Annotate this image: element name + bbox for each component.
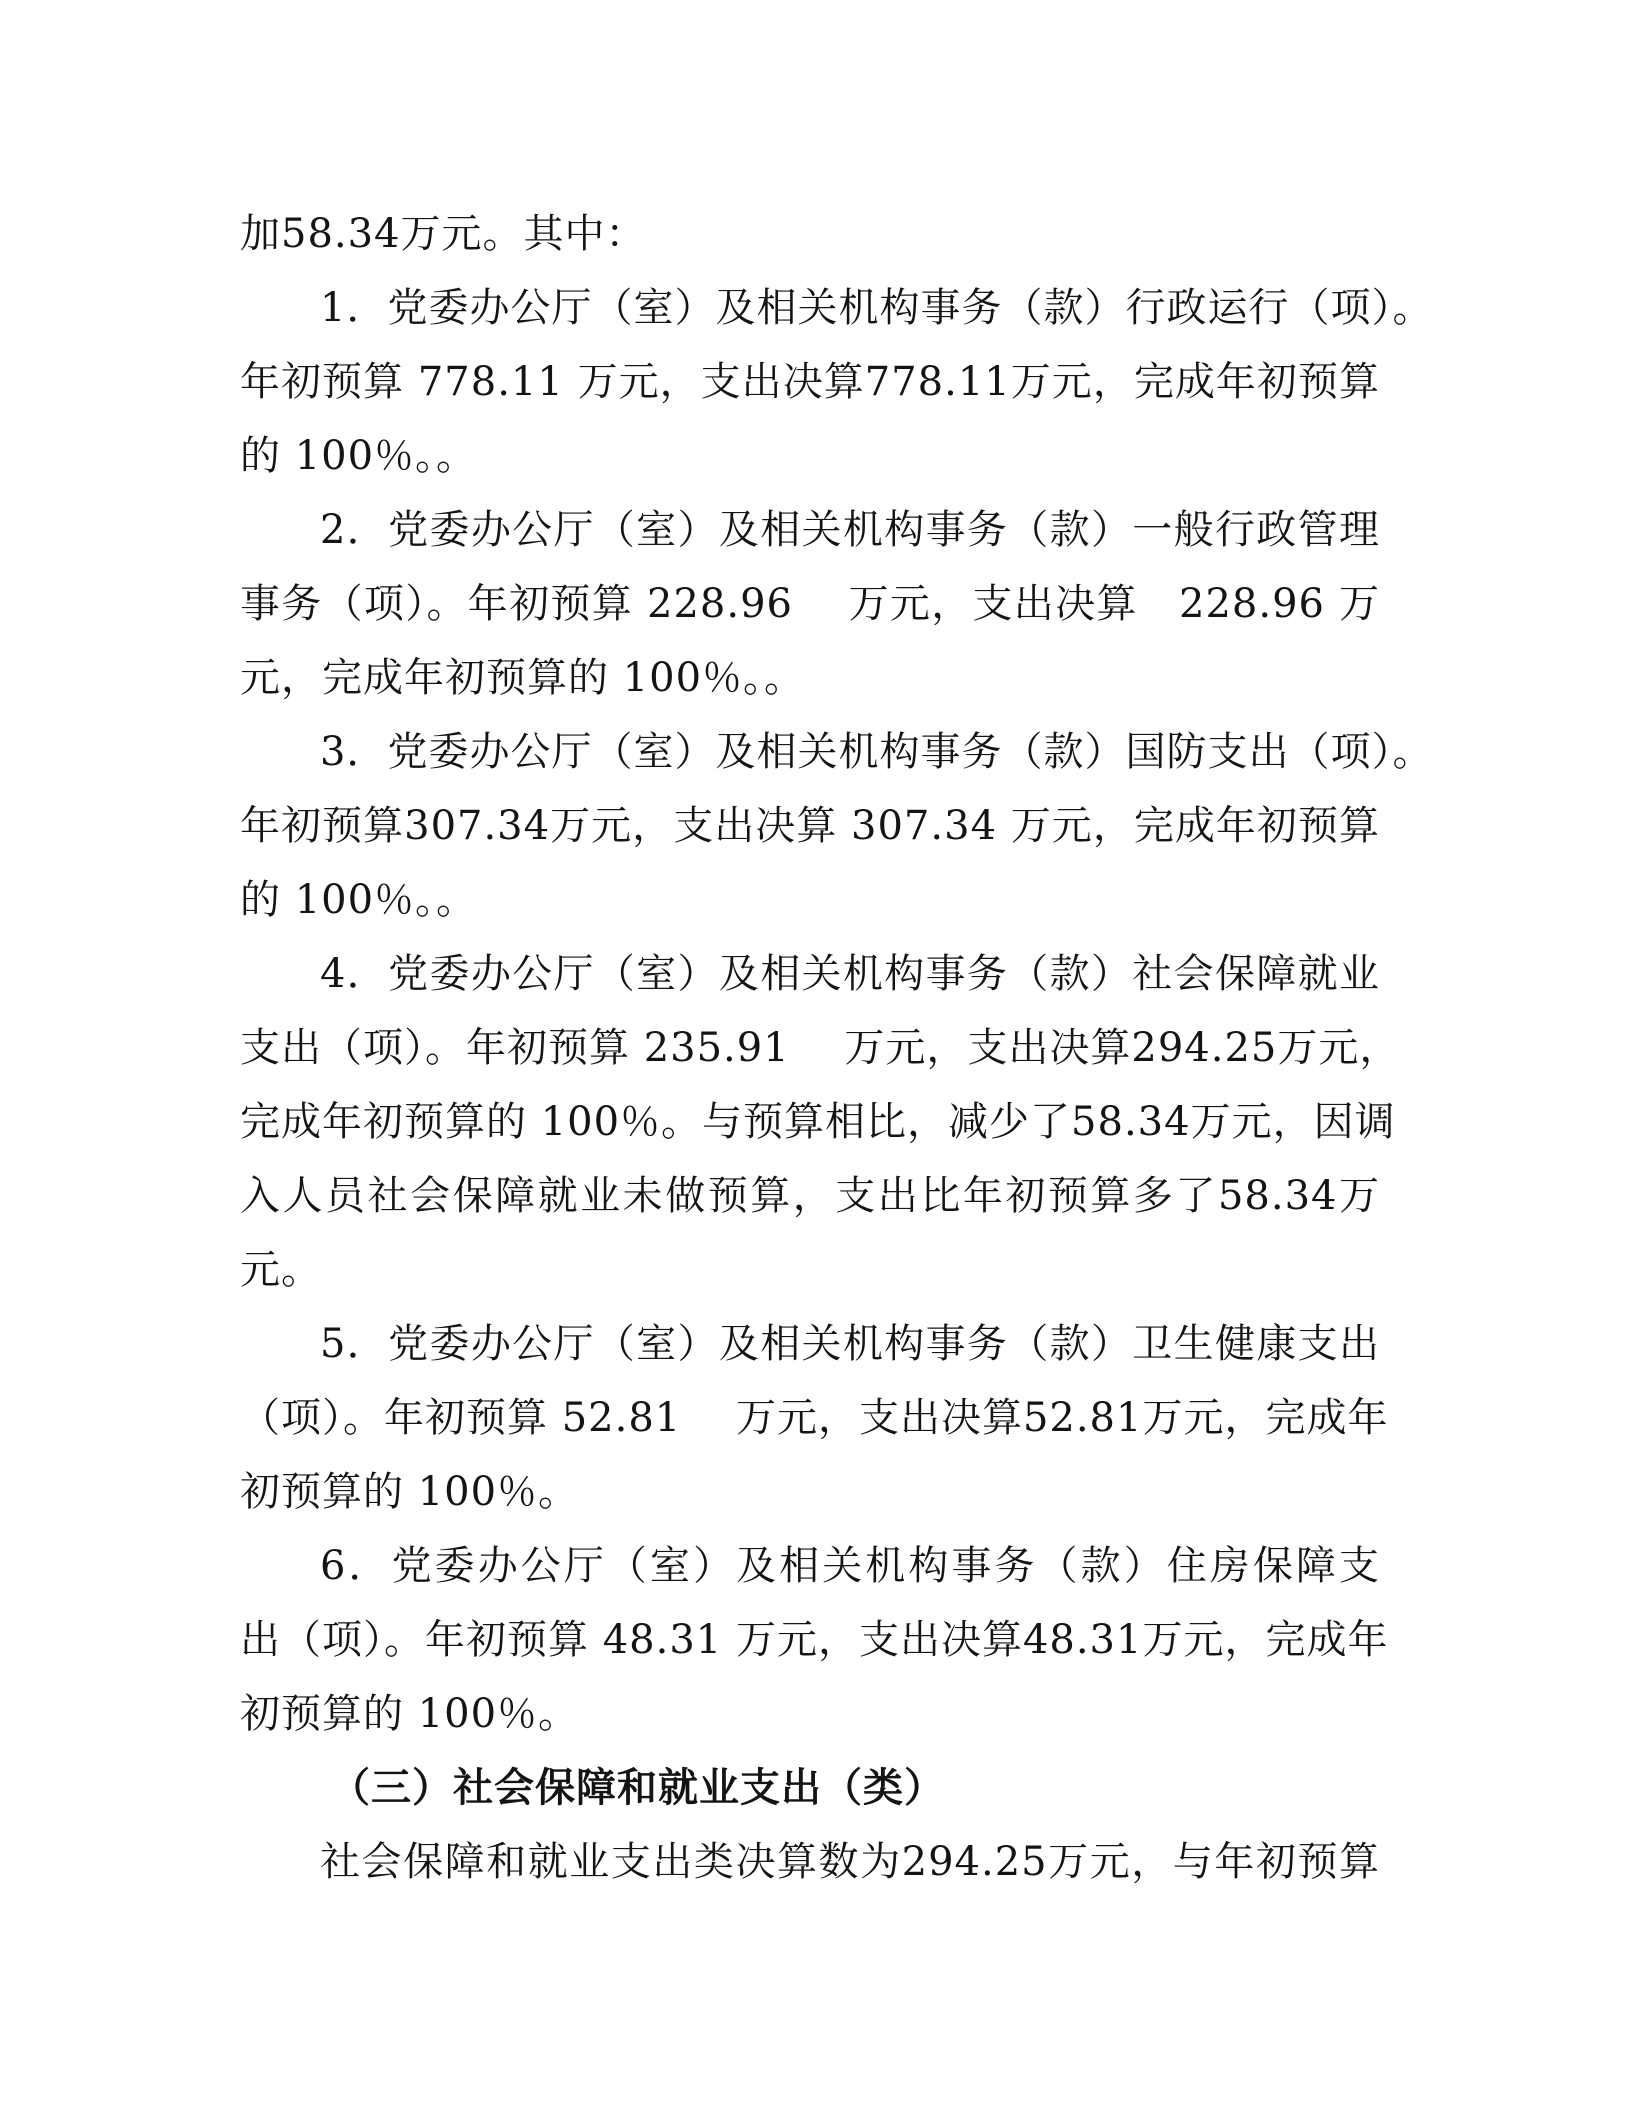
section-paragraph-line-1: 社会保障和就业支出类决算数为294.25万元，与年初预算 — [320, 1839, 1380, 1885]
item-4-line-4: 入人员社会保障就业未做预算，支出比年初预算多了58.34万 — [240, 1173, 1380, 1219]
item-5-line-1: 5．党委办公厅（室）及相关机构事务（款）卫生健康支出 — [320, 1321, 1380, 1367]
item-4-line-5: 元。 — [240, 1247, 322, 1293]
item-1-line-2: 年初预算 778.11 万元，支出决算778.11万元，完成年初预算 — [240, 359, 1380, 405]
item-1-line-3: 的 100％。。 — [240, 433, 478, 479]
item-2-line-1: 2．党委办公厅（室）及相关机构事务（款）一般行政管理 — [320, 507, 1380, 553]
section-heading: （三）社会保障和就业支出（类） — [330, 1764, 945, 1811]
item-5-line-3: 初预算的 100％。 — [240, 1469, 580, 1515]
item-2-line-3: 元，完成年初预算的 100％。。 — [240, 655, 806, 701]
item-4-line-1: 4．党委办公厅（室）及相关机构事务（款）社会保障就业 — [320, 951, 1380, 997]
item-6-line-2: 出（项）。年初预算 48.31 万元，支出决算48.31万元，完成年 — [240, 1617, 1389, 1663]
item-5-line-2: （项）。年初预算 52.81 万元，支出决算52.81万元，完成年 — [240, 1395, 1389, 1441]
item-4-line-3: 完成年初预算的 100％。与预算相比，减少了58.34万元，因调 — [240, 1099, 1396, 1145]
paragraph-continuation-line: 加58.34万元。其中： — [240, 211, 647, 257]
item-3-line-2: 年初预算307.34万元，支出决算 307.34 万元，完成年初预算 — [240, 803, 1380, 849]
item-3-line-1: 3．党委办公厅（室）及相关机构事务（款）国防支出（项）。 — [320, 729, 1434, 775]
item-1-line-1: 1．党委办公厅（室）及相关机构事务（款）行政运行（项）。 — [320, 285, 1434, 331]
item-6-line-3: 初预算的 100％。 — [240, 1691, 580, 1737]
item-4-line-2: 支出（项）。年初预算 235.91 万元，支出决算294.25万元， — [240, 1025, 1401, 1071]
item-3-line-3: 的 100％。。 — [240, 877, 478, 923]
item-2-line-2: 事务（项）。年初预算 228.96 万元，支出决算 228.96 万 — [240, 581, 1380, 627]
item-6-line-1: 6．党委办公厅（室）及相关机构事务（款）住房保障支 — [320, 1543, 1380, 1589]
